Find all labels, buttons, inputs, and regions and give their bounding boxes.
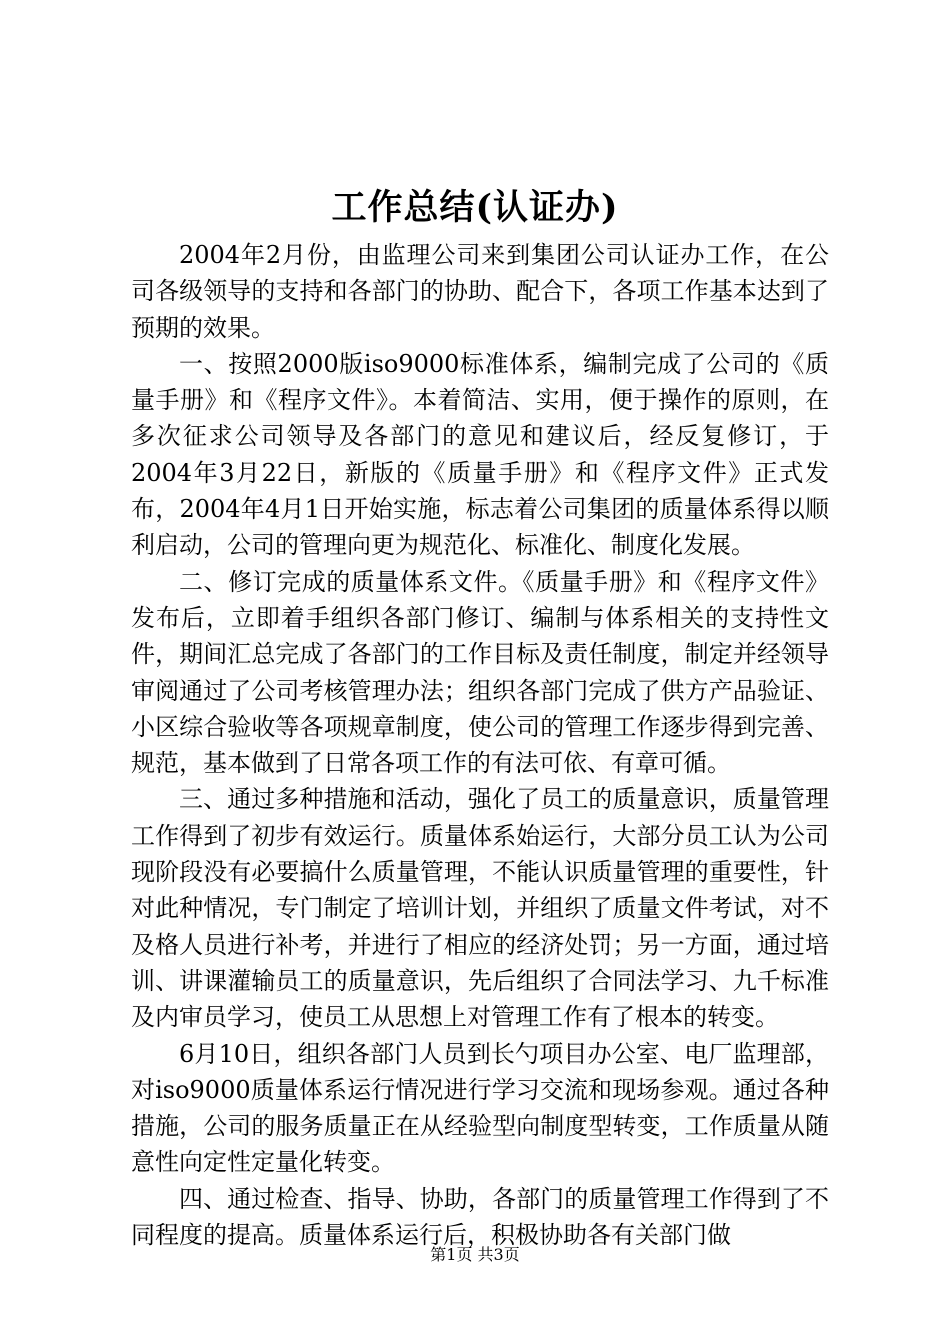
paragraph-section-2: 二、修订完成的质量体系文件。《质量手册》和《程序文件》发布后，立即着手组织各部门修订、编制与体系相关的支持性文件，期间汇总完成了各部门的工作目标及责任制度，制定并经领导审阅通过了公司考核管理办法；组织各部门完成了供方产品验证、小区综合验收等各项规章制度，使公司的管理工作逐步得到完善、规范，基本做到了日常各项工作的有法可依、有章可循。 (131, 567, 829, 778)
document-title: 工作总结(认证办) (331, 187, 619, 228)
paragraph-june-visit: 6月10日，组织各部门人员到长勺项目办公室、电厂监理部，对iso9000质量体系运行情况进行学习交流和现场参观。通过各种措施，公司的服务质量正在从经验型向制度型转变，工作质量从随意性向定性定量化转变。 (131, 1039, 829, 1177)
paragraph-section-1: 一、按照2000版iso9000标准体系，编制完成了公司的《质量手册》和《程序文件》。本着简洁、实用，便于操作的原则，在多次征求公司领导及各部门的意见和建议后，经反复修订，于2004年3月22日，新版的《质量手册》和《程序文件》正式发布，2004年4月1日开始实施，标志着公司集团的质量体系得以顺利启动，公司的管理向更为规范化、标准化、制度化发展。 (131, 349, 829, 560)
paragraph-section-4: 四、通过检查、指导、协助，各部门的质量管理工作得到了不同程度的提高。质量体系运行后，积极协助各有关部门做 (131, 1184, 829, 1250)
document-body (131, 237, 829, 1253)
paragraph-intro: 2004年2月份，由监理公司来到集团公司认证办工作，在公司各级领导的支持和各部门的协助、配合下，各项工作基本达到了预期的效果。 (131, 241, 829, 342)
paragraph-section-3: 三、通过多种措施和活动，强化了员工的质量意识，质量管理工作得到了初步有效运行。质量体系始运行，大部分员工认为公司现阶段没有必要搞什么质量管理，不能认识质量管理的重要性，针对此种情况，专门制定了培训计划，并组织了质量文件考试，对不及格人员进行补考，并进行了相应的经济处罚；另一方面，通过培训、讲课灌输员工的质量意识，先后组织了合同法学习、九千标准及内审员学习，使员工从思想上对管理工作有了根本的转变。 (131, 785, 829, 1032)
page-number-footer: 第1页 共3页 (430, 1245, 520, 1264)
